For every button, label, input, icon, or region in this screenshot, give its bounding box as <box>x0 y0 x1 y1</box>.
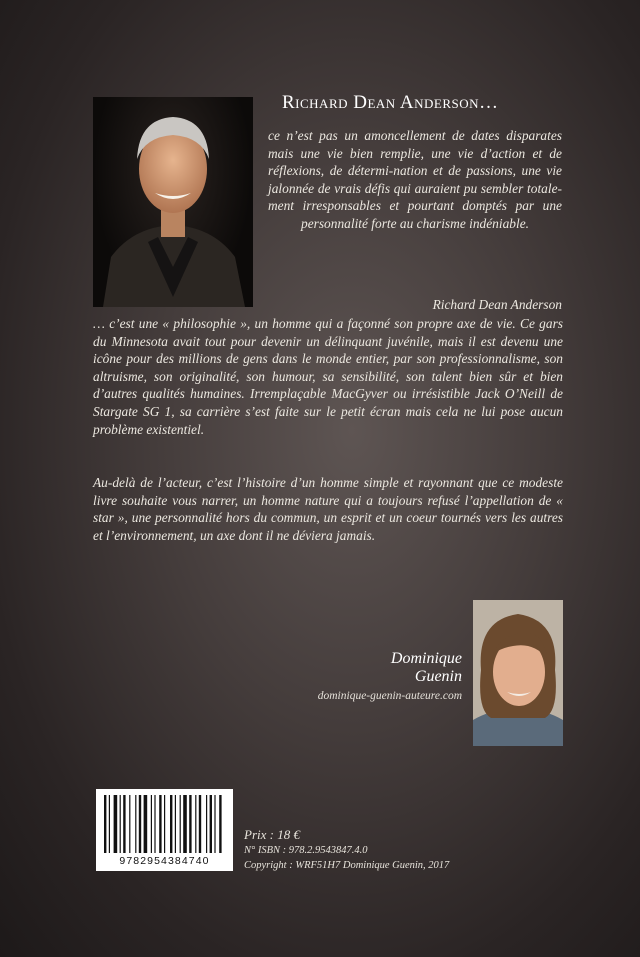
intro-paragraph: ce n’est pas un amoncellement de dates disparates mais une vie bien remplie, une vie d’action et de réflexions, de détermi-nation et de passions, une vie jalonnée de vrais défis qui auraient pu sembler totale-ment irresponsables et pourtant domptés par une personnalité forte au charisme indéniable. <box>268 128 562 231</box>
copyright: Copyright : WRF51H7 Dominique Guenin, 2017 <box>244 860 450 871</box>
actor-photo <box>93 97 253 307</box>
barcode-bar <box>114 795 118 853</box>
summary-paragraph: Au-delà de l’acteur, c’est l’histoire d’un homme simple et rayonnant que ce modeste livre souhaite vous narrer, un homme nature qui a toujours refusé l’appellation de « star », une personnalité hors du commun, un esprit et un coeur tournés vers les autres et l’environnement, un axe dont il ne déviera jamais. <box>93 475 563 543</box>
barcode-bar <box>214 795 215 853</box>
barcode-bar <box>104 795 106 853</box>
price-block <box>244 826 449 873</box>
barcode-bar <box>189 795 191 853</box>
barcode-bar <box>170 795 172 853</box>
barcode <box>96 789 233 871</box>
barcode-bar <box>129 795 130 853</box>
barcode-bar <box>175 795 176 853</box>
writer-first-name: Dominique <box>390 650 462 667</box>
barcode-bar <box>109 795 110 853</box>
barcode-bar <box>123 795 125 853</box>
barcode-bar <box>144 795 148 853</box>
barcode-bar <box>206 795 207 853</box>
barcode-bar <box>164 795 165 853</box>
isbn: N° ISBN : 978.2.9543847.4.0 <box>244 845 368 856</box>
barcode-bar <box>159 795 161 853</box>
writer-website: dominique-guenin-auteure.com <box>317 690 462 702</box>
price: Prix : 18 € <box>244 827 300 842</box>
book-title: Richard Dean Anderson… <box>282 92 499 113</box>
barcode-bar <box>183 795 187 853</box>
barcode-bar <box>219 795 221 853</box>
subject-name: Richard Dean Anderson <box>432 297 562 312</box>
barcode-bar <box>151 795 152 853</box>
barcode-bar <box>139 795 141 853</box>
description-paragraph: … c’est une « philosophie », un homme qui a façonné son propre axe de vie. Ce gars du Minnesota avait tout pour devenir un délinquant juvénile, mais il est devenu une icône pour des millions de gens dans le monde entier, par son professionnalisme, son altruisme, son originalité, son humour, sa sensibilité, son talent bien sûr et bien d’autres qualités humaines. Irremplaçable MacGyver ou irrésistible Jack O’Neill de Stargate SG 1, sa carrière s’est faite sur le petit écran mais cela ne lui pose aucun problème existentiel. <box>93 316 563 437</box>
writer-last-name: Guenin <box>414 668 462 685</box>
barcode-bar <box>199 795 201 853</box>
writer-name <box>300 650 462 686</box>
barcode-bar <box>120 795 121 853</box>
barcode-bar <box>180 795 181 853</box>
writer-photo <box>473 600 563 746</box>
barcode-bar <box>154 795 155 853</box>
barcode-digits: 9782954384740 <box>119 855 210 867</box>
barcode-bar <box>195 795 196 853</box>
barcode-bar <box>210 795 212 853</box>
barcode-bar <box>135 795 136 853</box>
